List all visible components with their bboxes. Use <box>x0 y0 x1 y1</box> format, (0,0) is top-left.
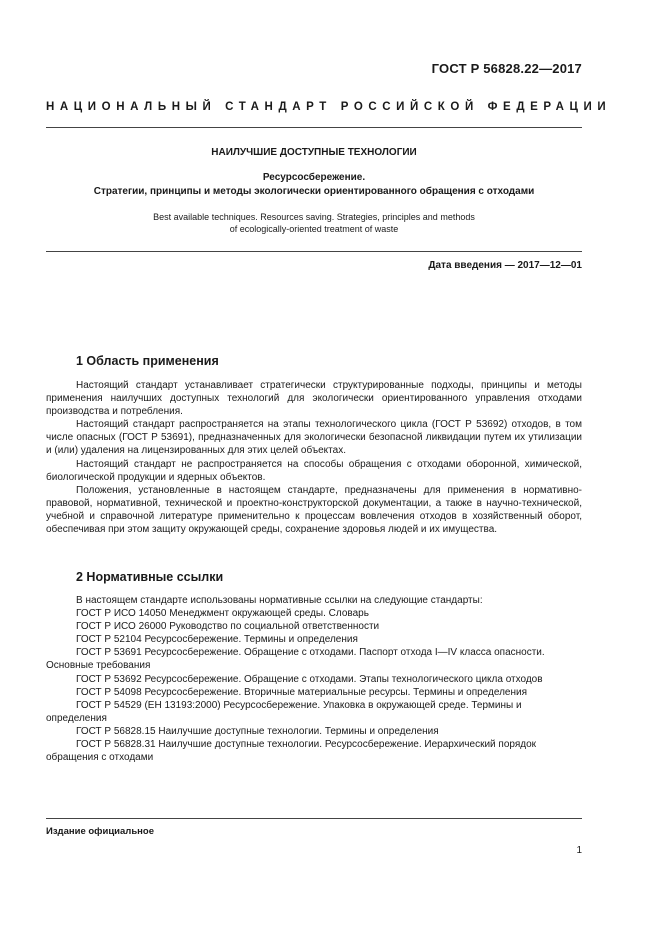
reference-item: ГОСТ Р 52104 Ресурсосбережение. Термины и определения <box>76 634 358 646</box>
document-number: ГОСТ Р 56828.22—2017 <box>431 61 582 76</box>
reference-item: ГОСТ Р 54098 Ресурсосбережение. Вторичные материальные ресурсы. Термины и определения <box>76 686 528 698</box>
section-2-body <box>46 594 582 764</box>
document-subtitle-detail: Стратегии, принципы и методы экологически ориентированного обращения с отходами <box>93 186 535 197</box>
document-title: НАИЛУЧШИЕ ДОСТУПНЫЕ ТЕХНОЛОГИИ <box>211 147 417 158</box>
reference-item: ГОСТ Р ИСО 14050 Менеджмент окружающей среды. Словарь <box>76 608 369 620</box>
paragraph: В настоящем стандарте использованы нормативные ссылки на следующие стандарты: <box>76 595 483 606</box>
reference-item: ГОСТ Р 53692 Ресурсосбережение. Обращение с отходами. Этапы технологического цикла отходов <box>76 673 543 685</box>
document-subtitle: Ресурсосбережение. <box>262 172 366 183</box>
paragraph: Положения, установленные в настоящем стандарте, предназначены для применения в нормативно-правовой, нормативной, технической и проектно-конструкторской документации, а также в научно-технической, учебной и справочной литературе применительно к процессам вовлечения отходов в хозяйственный оборот, обеспечивая при этом защиту окружающей среды, сохранение здоровья людей и их имущества. <box>46 484 582 536</box>
english-title-line-1: Best available techniques. Resources saving. Strategies, principles and methods <box>153 212 475 222</box>
paragraph: Настоящий стандарт устанавливает стратегически структурированные подходы, принципы и методы применения наилучших доступных технологий для экологически ориентированного управления отходами производства и потребления. <box>46 380 582 418</box>
reference-item: ГОСТ Р 56828.15 Наилучшие доступные технологии. Термины и определения <box>76 725 439 737</box>
paragraph: Настоящий стандарт не распространяется на способы обращения с отходами оборонной, химической, биологической продукции и ядерных объектов. <box>46 458 582 483</box>
section-1-title: 1 Область применения <box>76 354 219 368</box>
reference-item: ГОСТ Р ИСО 26000 Руководство по социальной ответственности <box>76 621 380 633</box>
paragraph: Настоящий стандарт распространяется на этапы технологического цикла (ГОСТ Р 53692) отходов, в том числе опасных (ГОСТ Р 53691), предназначенных для экологически безопасной ликвидации путем их утилизации и (или) удаления на лицензированных для этих целей объектах. <box>46 419 582 457</box>
reference-item: ГОСТ Р 53691 Ресурсосбережение. Обращение с отходами. Паспорт отхода I—IV класса опасности. Основные требования <box>46 647 545 672</box>
middle-divider <box>46 251 582 252</box>
section-2-title: 2 Нормативные ссылки <box>76 570 224 584</box>
reference-item: ГОСТ Р 54529 (ЕН 13193:2000) Ресурсосбережение. Упаковка в окружающей среде. Термины и определения <box>46 699 522 724</box>
edition-label: Издание официальное <box>46 826 154 837</box>
reference-item: ГОСТ Р 56828.31 Наилучшие доступные технологии. Ресурсосбережение. Иерархический порядок обращения с отходами <box>46 739 537 764</box>
introduction-date: Дата введения — 2017—12—01 <box>428 260 582 271</box>
page-number: 1 <box>576 845 582 856</box>
national-standard-heading: НАЦИОНАЛЬНЫЙ СТАНДАРТ РОССИЙСКОЙ ФЕДЕРАЦИИ <box>46 101 612 113</box>
english-title-line-2: of ecologically-oriented treatment of waste <box>229 224 399 234</box>
top-divider <box>46 127 582 128</box>
bottom-divider <box>46 818 582 819</box>
section-1-body <box>46 379 582 536</box>
